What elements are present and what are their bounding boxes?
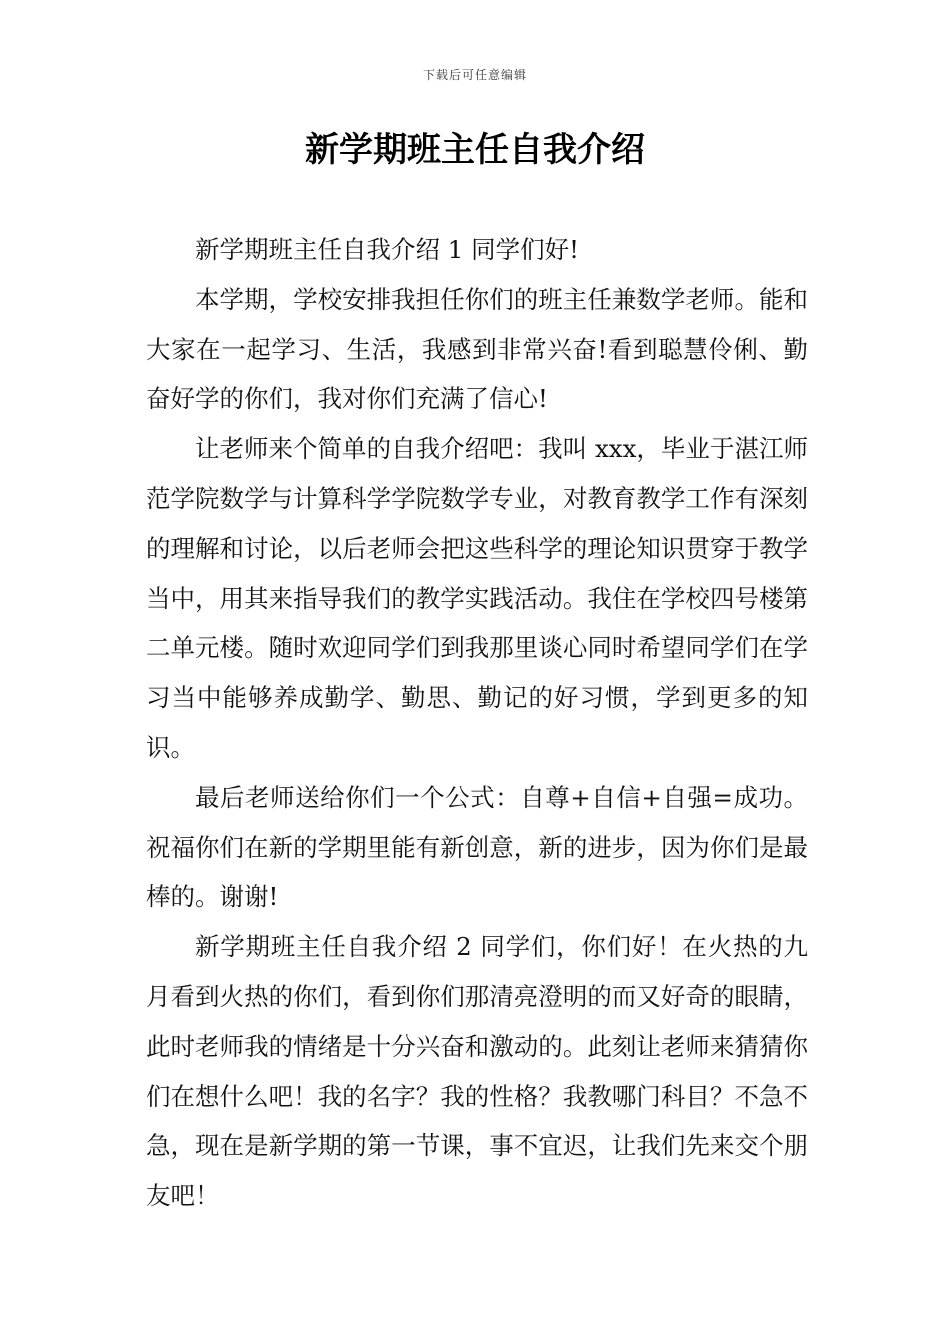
paragraph-4: 最后老师送给你们一个公式：自尊+自信+自强=成功。祝福你们在新的学期里能有新创意，新的进步，因为你们是最棒的。谢谢! <box>146 782 808 912</box>
paragraph-1: 新学期班主任自我介绍 1 同学们好! <box>195 235 580 264</box>
document-body <box>146 225 808 1221</box>
document-title: 新学期班主任自我介绍 <box>305 130 645 170</box>
header-note: 下载后可任意编辑 <box>422 68 527 82</box>
paragraph-2: 本学期，学校安排我担任你们的班主任兼数学老师。能和大家在一起学习、生活，我感到非常兴奋!看到聪慧伶俐、勤奋好学的你们，我对你们充满了信心! <box>146 284 808 414</box>
paragraph-5: 新学期班主任自我介绍 2 同学们，你们好！在火热的九月看到火热的你们，看到你们那清亮澄明的而又好奇的眼睛，此时老师我的情绪是十分兴奋和激动的。此刻让老师来猜猜你们在想什么吧！我的名字？我的性格？我教哪门科目？不急不急，现在是新学期的第一节课，事不宜迟，让我们先来交个朋友吧！ <box>146 932 808 1211</box>
paragraph-3: 让老师来个简单的自我介绍吧：我叫 xxx，毕业于湛江师范学院数学与计算科学学院数学专业，对教育教学工作有深刻的理解和讨论，以后老师会把这些科学的理论知识贯穿于教学当中，用其来指导我们的教学实践活动。我住在学校四号楼第二单元楼。随时欢迎同学们到我那里谈心同时希望同学们在学习当中能够养成勤学、勤思、勤记的好习惯，学到更多的知识。 <box>146 434 808 762</box>
